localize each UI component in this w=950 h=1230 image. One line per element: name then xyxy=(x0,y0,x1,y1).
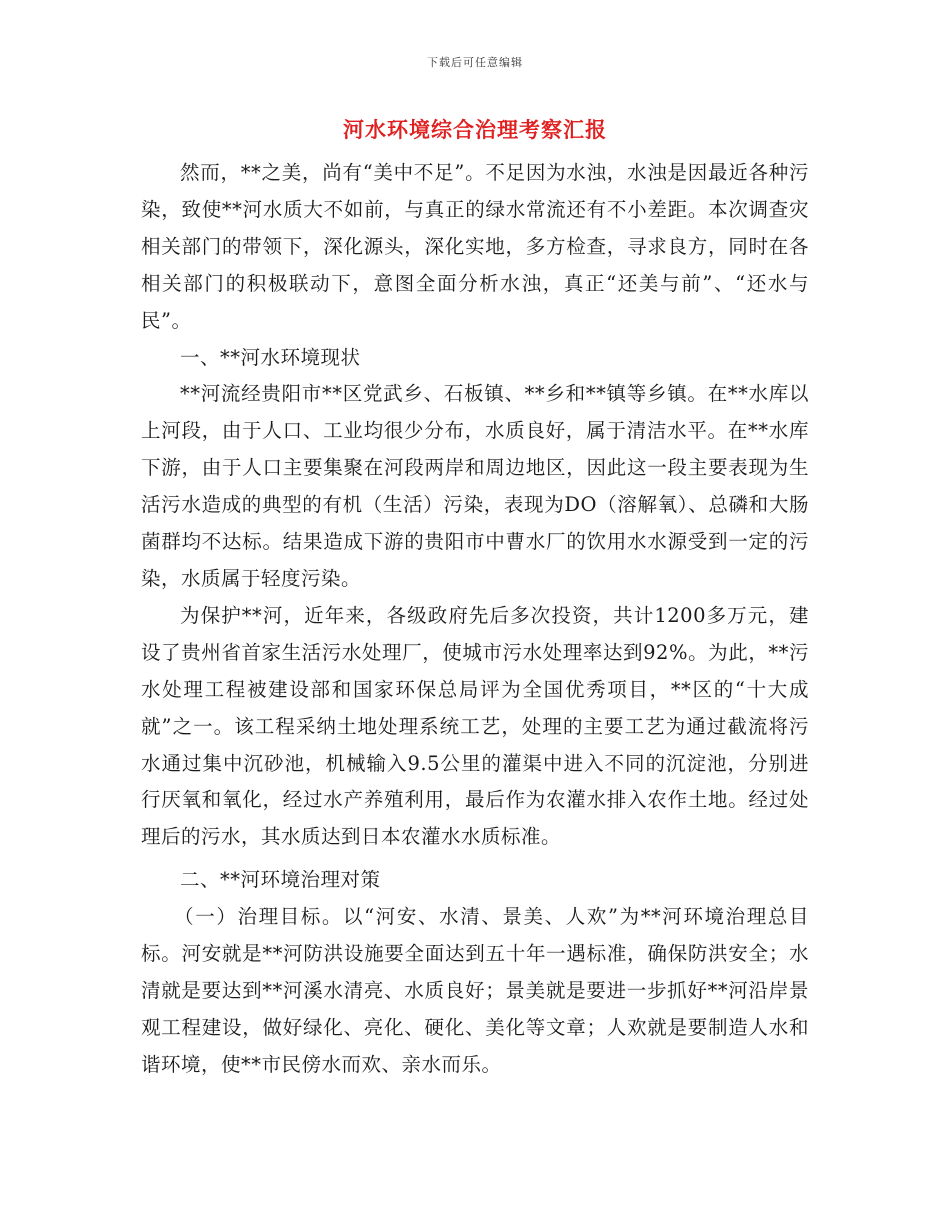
document-title: 河水环境综合治理考察汇报 xyxy=(343,117,607,142)
paragraph-intro: 然而，**之美，尚有“美中不足”。不足因为水浊，水浊是因最近各种污染，致使**河水质大不如前，与真正的绿水常流还有不小差距。本次调查灾相关部门的带领下，深化源头，深化实地，多方检查，寻求良方，同时在各相关部门的积极联动下，意图全面分析水浊，真正“还美与前”、“还水与民”。 xyxy=(141,161,809,332)
section-heading-1: 一、**河水环境现状 xyxy=(180,345,361,369)
section-heading-2: 二、**河环境治理对策 xyxy=(180,868,381,892)
paragraph-protection: 为保护**河，近年来，各级政府先后多次投资，共计1200多万元，建设了贵州省首家生活污水处理厂，使城市污水处理率达到92%。为此，**污水处理工程被建设部和国家环保总局评为全国优秀项目，**区的“十大成就”之一。该工程采纳土地处理系统工艺，处理的主要工艺为通过截流将污水通过集中沉砂池，机械输入9.5公里的灌渠中进入不同的沉淀池，分别进行厌氧和氧化，经过水产养殖利用，最后作为农灌水排入农作土地。经过处理后的污水，其水质达到日本农灌水水质标准。 xyxy=(141,603,809,849)
paragraph-goals: （一）治理目标。以“河安、水清、景美、人欢”为**河环境治理总目标。河安就是**河防洪设施要全面达到五十年一遇标准，确保防洪安全；水清就是要达到**河溪水清亮、水质良好；景美就是要进一步抓好**河沿岸景观工程建设，做好绿化、亮化、硬化、美化等文章；人欢就是要制造人水和谐环境，使**市民傍水而欢、亲水而乐。 xyxy=(141,905,809,1076)
header-note: 下载后可任意编辑 xyxy=(427,56,523,69)
paragraph-status: **河流经贵阳市**区党武乡、石板镇、**乡和**镇等乡镇。在**水库以上河段，由于人口、工业均很少分布，水质良好，属于清洁水平。在**水库下游，由于人口主要集聚在河段两岸和周边地区，因此这一段主要表现为生活污水造成的典型的有机（生活）污染，表现为DO（溶解氧）、总磷和大肠菌群均不达标。结果造成下游的贵阳市中曹水厂的饮用水水源受到一定的污染，水质属于轻度污染。 xyxy=(141,382,809,590)
document-body xyxy=(141,155,809,1084)
